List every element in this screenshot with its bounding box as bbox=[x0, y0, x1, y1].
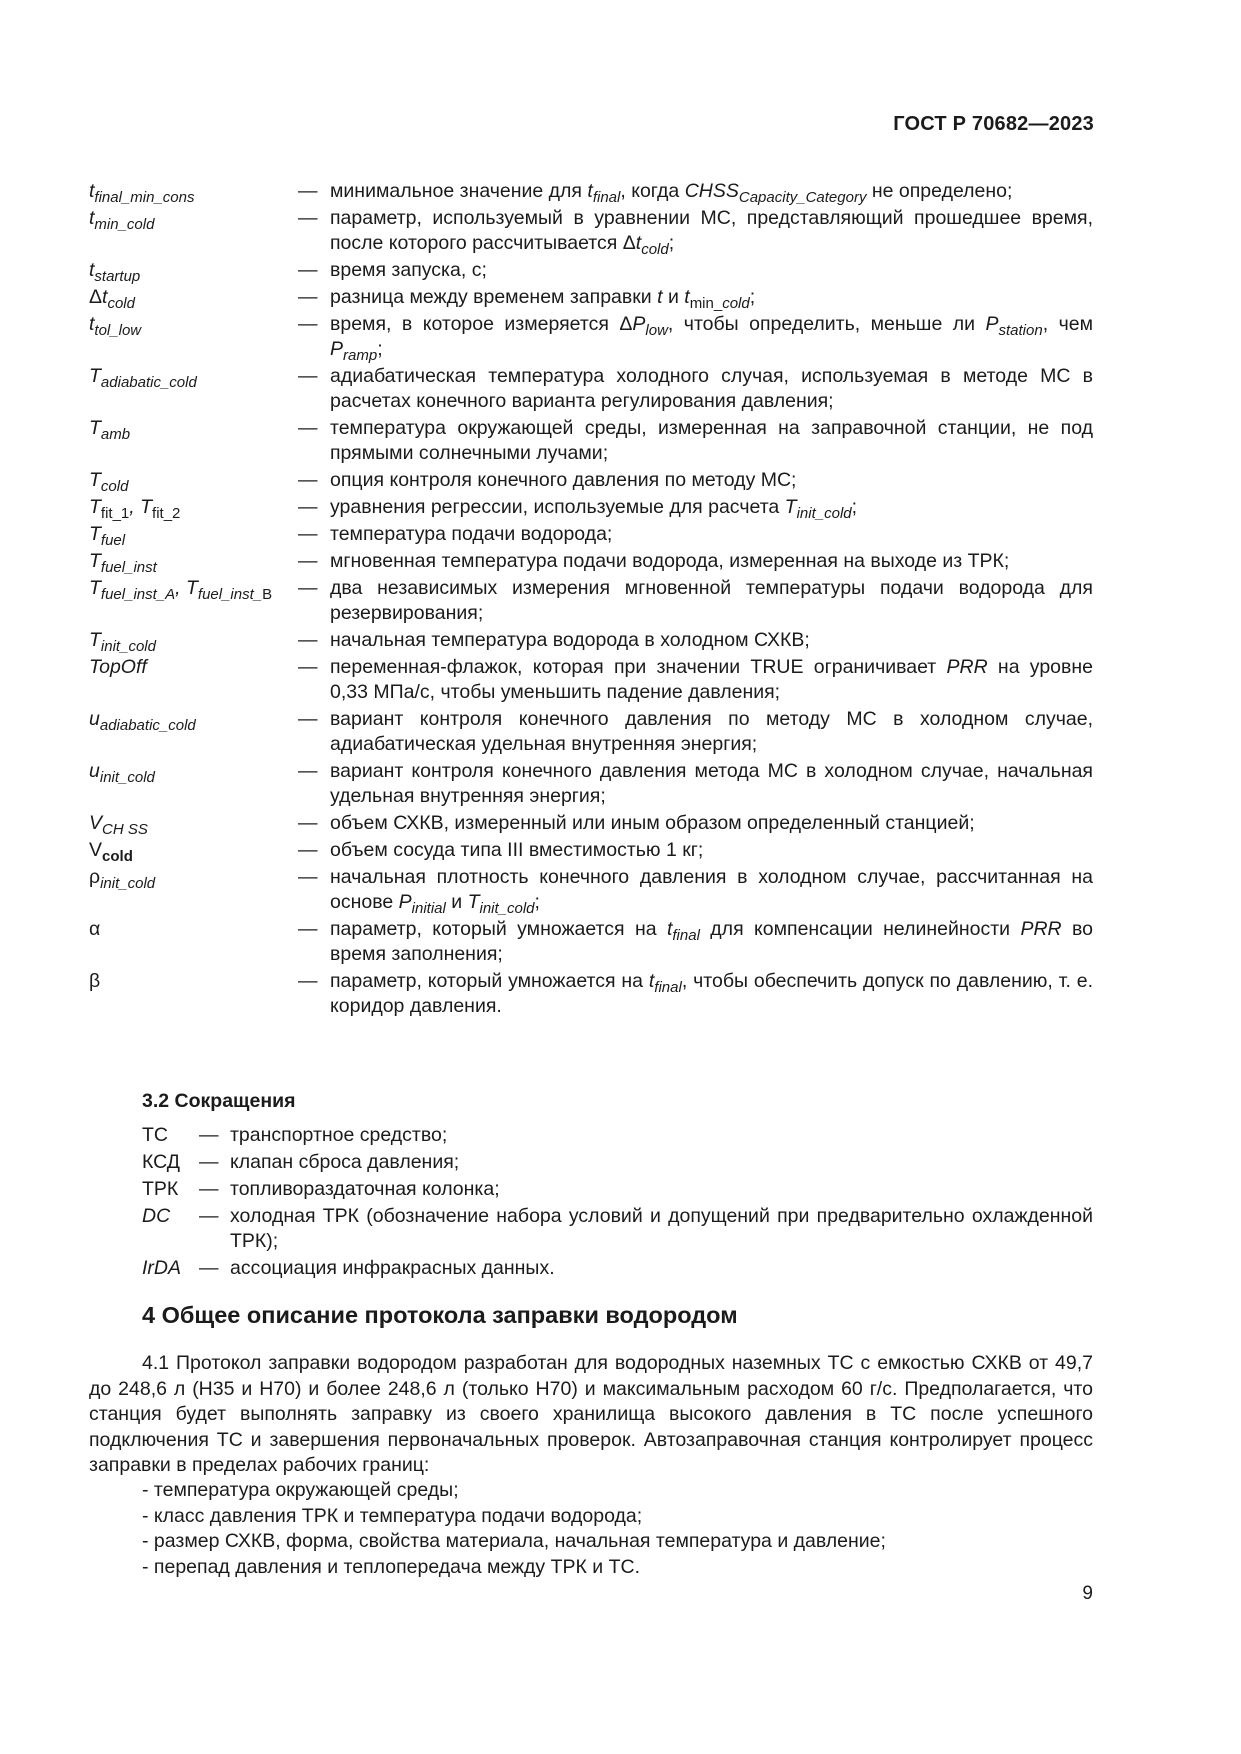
abbreviation-text: транспортное средство; bbox=[230, 1124, 448, 1146]
section-paragraph: 4.1 Протокол заправки водородом разработан для водородных наземных ТС с емкостью СХКВ от 49,7 до 248,6 л (Н35 и Н70) и более 248,6 л (только Н70) и максимальным расходом 60 г/с. Предполагается, что станция будет выполнять заправку из своего хранилища высокого давления в ТС после успешного подключения ТС и завершения первоначальных проверок. Автозаправочная станция контролирует процесс заправки в пределах рабочих границ: bbox=[89, 1352, 1093, 1476]
definition-row bbox=[89, 495, 1093, 520]
abbreviation-text: клапан сброса давления; bbox=[230, 1151, 460, 1173]
definition-symbol: α bbox=[89, 918, 101, 940]
definition-row bbox=[89, 917, 1093, 967]
definition-symbol: $T_{fuel}$ bbox=[89, 523, 126, 549]
definition-text: температура окружающей среды, измеренная на заправочной станции, не под прямыми солнечными лучами; bbox=[330, 417, 1093, 464]
abbreviations-title: 3.2 Сокращения bbox=[142, 1090, 296, 1112]
abbreviation-term: DC bbox=[142, 1205, 171, 1227]
definition-row bbox=[89, 811, 1093, 836]
definition-dash: — bbox=[298, 313, 318, 335]
abbreviations-list bbox=[142, 1123, 1093, 1283]
definition-dash: — bbox=[298, 207, 318, 229]
definition-dash: — bbox=[298, 417, 318, 439]
abbreviation-dash: — bbox=[199, 1178, 219, 1200]
definition-row bbox=[89, 364, 1093, 414]
abbreviation-term: ТРК bbox=[142, 1178, 179, 1200]
definition-symbol: $u_{adiabatic\_cold}$ bbox=[89, 708, 196, 734]
document-code: ГОСТ Р 70682—2023 bbox=[893, 113, 1094, 135]
definition-symbol: $T_{fit\_1}$, $T_{fit\_2}$ bbox=[89, 496, 181, 522]
definition-row bbox=[89, 312, 1093, 362]
definition-row bbox=[89, 759, 1093, 809]
abbreviation-text: топливораздаточная колонка; bbox=[230, 1178, 500, 1200]
bullet-item: - класс давления ТРК и температура подачи водорода; bbox=[142, 1504, 643, 1527]
abbreviation-term: IrDA bbox=[142, 1257, 181, 1279]
definition-symbol: $T_{adiabatic\_cold}$ bbox=[89, 365, 197, 391]
definition-symbol: $T_{init\_cold}$ bbox=[89, 629, 156, 655]
abbreviation-dash: — bbox=[199, 1257, 219, 1279]
definition-dash: — bbox=[298, 708, 318, 730]
definition-text: время запуска, с; bbox=[330, 259, 487, 281]
definition-symbol: $T_{cold}$ bbox=[89, 469, 129, 495]
definition-text: объем СХКВ, измеренный или иным образом определенный станцией; bbox=[330, 812, 975, 834]
definition-row bbox=[89, 522, 1093, 547]
abbreviation-row bbox=[142, 1123, 1093, 1148]
definition-dash: — bbox=[298, 839, 318, 861]
definition-symbol: $V_{cold}$ bbox=[89, 839, 133, 865]
definition-row bbox=[89, 206, 1093, 256]
definition-dash: — bbox=[298, 812, 318, 834]
definition-row bbox=[89, 865, 1093, 915]
definition-text: уравнения регрессии, используемые для расчета $T_{init\_cold}$; bbox=[330, 496, 858, 522]
definition-text: начальная плотность конечного давления в холодном случае, рассчитанная на основе $P_{initial}$ и $T_{init\_cold}$; bbox=[330, 866, 1093, 917]
definition-text: адиабатическая температура холодного случая, используемая в методе МС в расчетах конечного варианта регулирования давления; bbox=[330, 365, 1093, 412]
abbreviation-dash: — bbox=[199, 1205, 219, 1227]
definition-symbol: $T_{amb}$ bbox=[89, 417, 131, 443]
definition-dash: — bbox=[298, 180, 318, 202]
definition-text: мгновенная температура подачи водорода, измеренная на выходе из ТРК; bbox=[330, 550, 1010, 572]
definition-row bbox=[89, 549, 1093, 574]
definition-symbol: $t_{tol\_low}$ bbox=[89, 313, 142, 339]
abbreviation-dash: — bbox=[199, 1124, 219, 1146]
definition-dash: — bbox=[298, 629, 318, 651]
definition-dash: — bbox=[298, 523, 318, 545]
abbreviation-text: ассоциация инфракрасных данных. bbox=[230, 1257, 555, 1279]
definition-symbol: $\rho_{init\_cold}$ bbox=[89, 866, 156, 892]
definition-symbol: β bbox=[89, 970, 101, 992]
definition-row bbox=[89, 969, 1093, 1019]
definition-symbol: $V_{CH SS}$ bbox=[89, 812, 148, 838]
definition-symbol: $t_{min\_cold}$ bbox=[89, 207, 155, 233]
definition-row bbox=[89, 576, 1093, 626]
definition-row bbox=[89, 628, 1093, 653]
definition-symbol: $\Delta t_{cold}$ bbox=[89, 286, 135, 312]
definition-text: начальная температура водорода в холодном СХКВ; bbox=[330, 629, 810, 651]
definition-text: разница между временем заправки t и $t_{min\_cold}$; bbox=[330, 286, 756, 312]
definition-dash: — bbox=[298, 259, 318, 281]
definition-text: параметр, используемый в уравнении МС, представляющий прошедшее время, после которого рассчитывается $\Delta t_{cold}$; bbox=[330, 207, 1093, 258]
definition-dash: — bbox=[298, 918, 318, 940]
definition-row bbox=[89, 285, 1093, 310]
definition-text: опция контроля конечного давления по методу МС; bbox=[330, 469, 797, 491]
definition-dash: — bbox=[298, 656, 318, 678]
definition-symbol: $t_{final\_min\_cons}$ bbox=[89, 180, 195, 206]
definition-symbol: $t_{startup}$ bbox=[89, 259, 141, 285]
definition-text: два независимых измерения мгновенной температуры подачи водорода для резервирования; bbox=[330, 577, 1093, 624]
definition-row bbox=[89, 468, 1093, 493]
definition-text: вариант контроля конечного давления метода МС в холодном случае, начальная удельная внутренняя энергия; bbox=[330, 760, 1093, 807]
abbreviation-row bbox=[142, 1150, 1093, 1175]
bullet-item: - размер СХКВ, форма, свойства материала, начальная температура и давление; bbox=[142, 1530, 886, 1552]
definition-row bbox=[89, 416, 1093, 466]
definition-dash: — bbox=[298, 496, 318, 518]
definition-text: время, в которое измеряется $\Delta P_{low}$, чтобы определить, меньше ли $P_{station}$, чем $P_{ramp}$; bbox=[330, 313, 1093, 364]
definitions-list bbox=[89, 179, 1093, 1021]
definition-symbol: $T_{fuel\_inst}$ bbox=[89, 550, 157, 576]
abbreviation-row bbox=[142, 1177, 1093, 1202]
bullet-item: - перепад давления и теплопередача между ТРК и ТС. bbox=[142, 1555, 640, 1578]
definition-dash: — bbox=[298, 866, 318, 888]
definition-row bbox=[89, 838, 1093, 863]
definition-text: параметр, который умножается на $t_{final}$, чтобы обеспечить допуск по давлению, т. е. коридор давления. bbox=[330, 970, 1093, 1017]
definition-text: объем сосуда типа III вместимостью 1 кг; bbox=[330, 839, 704, 861]
definition-row bbox=[89, 258, 1093, 283]
abbreviation-term: ТС bbox=[142, 1124, 168, 1146]
definition-dash: — bbox=[298, 286, 318, 308]
definition-row bbox=[89, 707, 1093, 757]
section-heading: 4 Общее описание протокола заправки водородом bbox=[142, 1302, 738, 1328]
definition-text: параметр, который умножается на $t_{final}$ для компенсации нелинейности PRR во время заполнения; bbox=[330, 918, 1093, 965]
definition-text: минимальное значение для $t_{final}$, когда $CHSS_{Capacity\_Category}$ не определено; bbox=[330, 180, 1013, 206]
definition-row bbox=[89, 179, 1093, 204]
definition-row bbox=[89, 655, 1093, 705]
definition-symbol: $T_{fuel\_inst\_A}$, $T_{fuel\_inst\_B}$ bbox=[89, 577, 273, 603]
definition-symbol: $u_{init\_cold}$ bbox=[89, 760, 155, 786]
definition-dash: — bbox=[298, 577, 318, 599]
bullet-item: - температура окружающей среды; bbox=[142, 1479, 459, 1501]
definition-dash: — bbox=[298, 970, 318, 992]
bullet-list bbox=[142, 1478, 886, 1580]
abbreviation-term: КСД bbox=[142, 1151, 181, 1173]
definition-text: переменная-флажок, которая при значении TRUE ограничивает PRR на уровне 0,33 МПа/с, чтобы уменьшить падение давления; bbox=[330, 656, 1093, 703]
definition-symbol: TopOff bbox=[89, 656, 147, 678]
definition-dash: — bbox=[298, 760, 318, 782]
abbreviation-row bbox=[142, 1256, 1093, 1281]
abbreviation-row bbox=[142, 1204, 1093, 1254]
definition-dash: — bbox=[298, 550, 318, 572]
abbreviation-text: холодная ТРК (обозначение набора условий и допущений при предварительно охлажденной ТРК); bbox=[230, 1205, 1093, 1252]
definition-text: вариант контроля конечного давления по методу МС в холодном случае, адиабатическая удельная внутренняя энергия; bbox=[330, 708, 1093, 755]
page-number: 9 bbox=[1082, 1583, 1093, 1604]
definition-dash: — bbox=[298, 365, 318, 387]
abbreviation-dash: — bbox=[199, 1151, 219, 1173]
definition-dash: — bbox=[298, 469, 318, 491]
definition-text: температура подачи водорода; bbox=[330, 523, 613, 545]
